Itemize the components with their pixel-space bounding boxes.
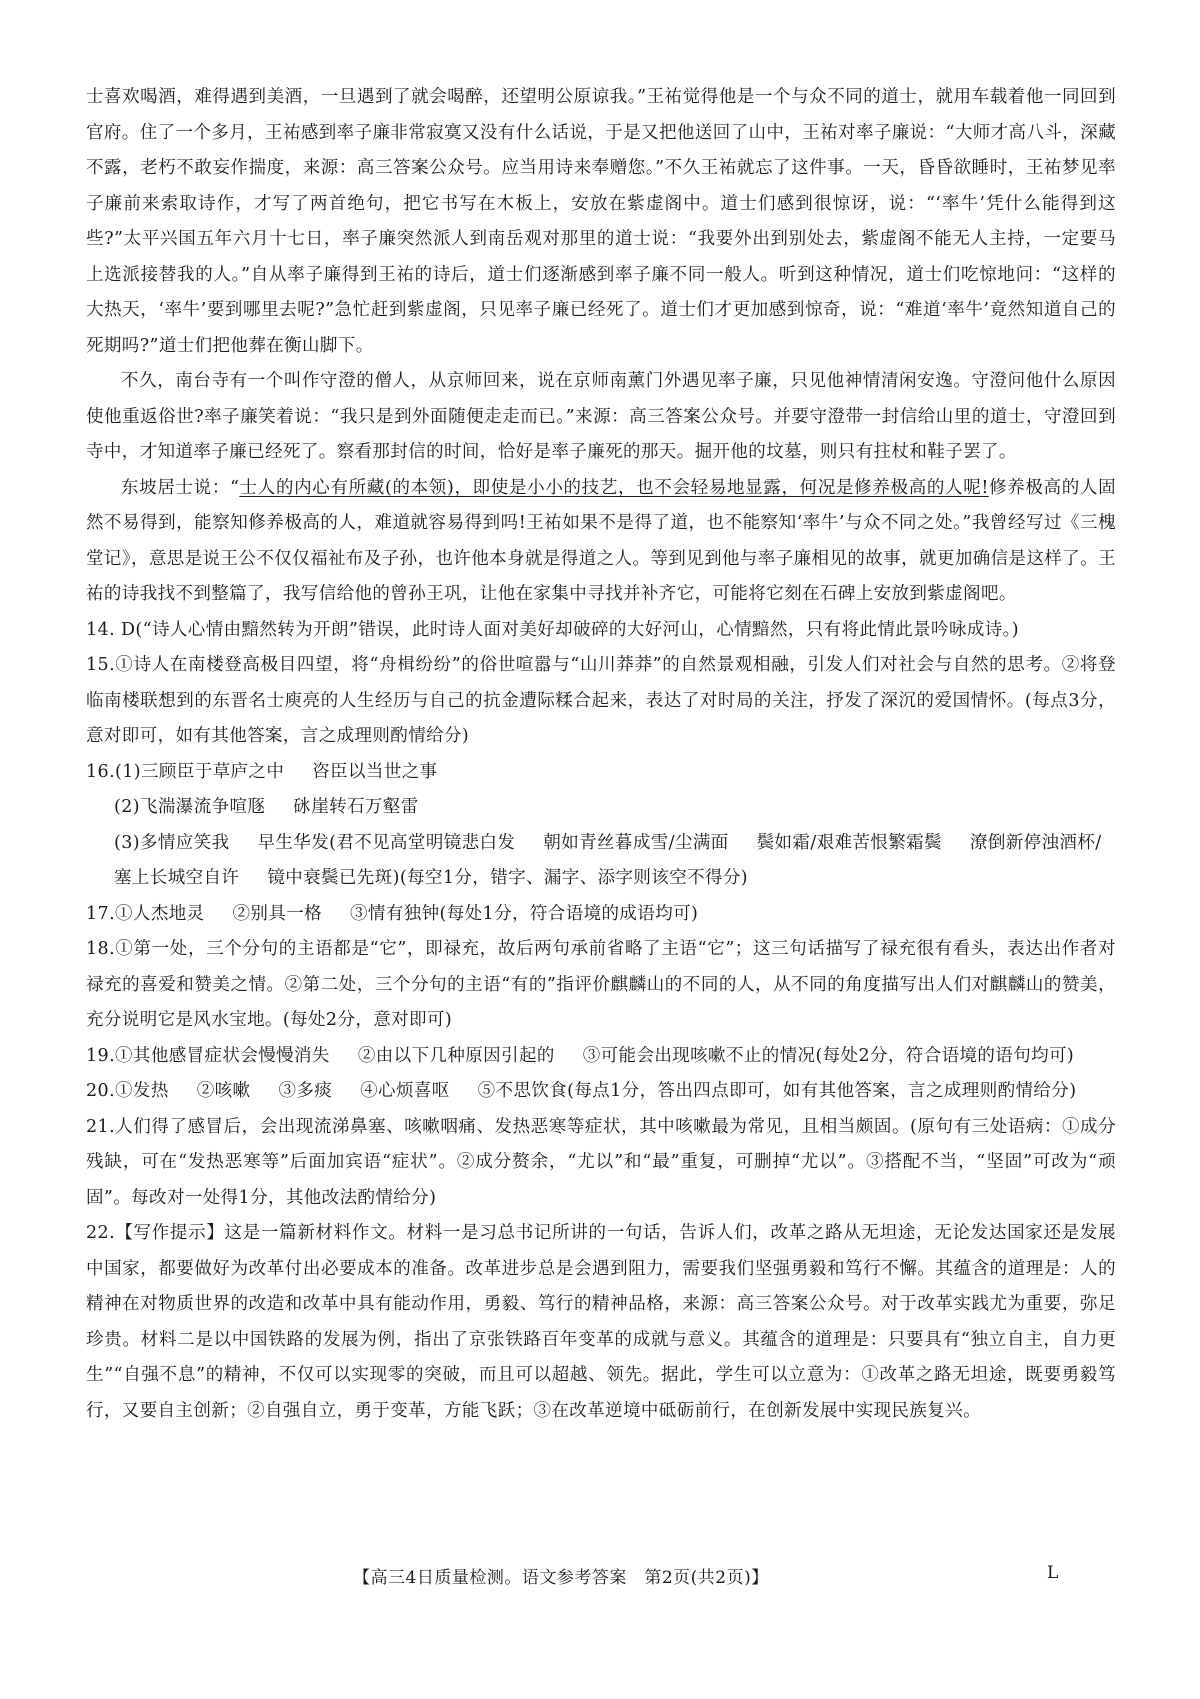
q19-item-3: ③可能会出现咳嗽不止的情况(每处2分，符合语境的语句均可) [582,1045,1075,1066]
q19-item-1: 19.①其他感冒症状会慢慢消失 [86,1045,330,1066]
answer-q18: 18.①第一处，三个分句的主语都是“它”，即禄充，故后两句承前省略了主语“它”；这三句话描写了禄充很有看头，表达出作者对禄充的喜爱和赞美之情。②第二处，三个分句的主语“有的”指评价麒麟山的不同的人，从不同的角度描写出人们对麒麟山的赞美，充分说明它是风水宝地。(每处2分，意对即可) [86,939,1116,1030]
q16-blank-3: (2)飞湍瀑流争喧豗 [114,797,266,817]
q17-item-2: ②别具一格 [232,903,323,924]
q17-item-3: ③情有独钟(每处1分，符合语境的成语均可) [350,903,699,924]
answer-q21: 21.人们得了感冒后，会出现流涕鼻塞、咳嗽咽痛、发热恶寒等症状，其中咳嗽最为常见，且相当颇固。(原句有三处语病：①成分残缺，可在“发热恶寒等”后面加宾语“症状”。②成分赘余，“尤以”和“最”重复，可删掉“尤以”。③搭配不当，“坚固”可改为“顽固”。每改对一处得1分，其他改法酌情给分) [86,1116,1116,1208]
q16-blank-2: 咨臣以当世之事 [312,761,438,782]
q17-item-1: 17.①人杰地灵 [86,903,205,924]
q16-blank-1: 16.(1)三顾臣于草庐之中 [86,761,285,782]
translation-paragraph-3 [86,471,1116,613]
answer-q15: 15.①诗人在南楼登高极目四望，将“舟楫纷纷”的俗世喧嚣与“山川莽莽”的自然景观相融，引发人们对社会与自然的思考。②将登临南楼联想到的东晋名士庾亮的人生经历与自己的抗金遭际糅合起来，表达了对时局的关注，抒发了深沉的爱国情怀。(每点3分，意对即可，如有其他答案，言之成理则酌情给分) [86,655,1116,746]
translation-paragraph-1: 士喜欢喝酒，难得遇到美酒，一旦遇到了就会喝醉，还望明公原谅我。”王祐觉得他是一个与众不同的道士，就用车载着他一同回到官府。住了一个多月，王祐感到率子廉非常寂寞又没有什么话说，于是又把他送回了山中，王祐对率子廉说：“大师才高八斗，深藏不露，老朽不敢妄作揣度，来源：高三答案公众号。应当用诗来奉赠您。”不久王祐就忘了这件事。一天，昏昏欲睡时，王祐梦见率子廉前来索取诗作，才写了两首绝句，把它书写在木板上，安放在紫虚阁中。道士们感到很惊讶，说：“‘率牛’凭什么能得到这些?”太平兴国五年六月十七日，率子廉突然派人到南岳观对那里的道士说：“我要外出到别处去，紫虚阁不能无人主持，一定要马上选派接替我的人。”自从率子廉得到王祐的诗后，道士们逐渐感到率子廉不同一般人。听到这种情况，道士们吃惊地问：“这样的大热天，‘率牛’要到哪里去呢?”急忙赶到紫虚阁，只见率子廉已经死了。道士们才更加感到惊奇，说：“难道‘率牛’竟然知道自己的死期吗?”道士们把他葬在衡山脚下。 [86,87,1116,356]
q19-item-2: ②由以下几种原因引起的 [357,1045,555,1066]
answer-q14: 14. D(“诗人心情由黯然转为开朗”错误，此时诗人面对美好却破碎的大好河山，心情黯然，只有将此情此景吟咏成诗。) [86,619,1020,640]
answer-q19 [86,1039,1116,1075]
translation-paragraph-2: 不久，南台寺有一个叫作守澄的僧人，从京师回来，说在京师南薰门外遇见率子廉，只见他神情清闲安逸。守澄问他什么原因使他重返俗世?率子廉笑着说：“我只是到外面随便走走而已。”来源：高三答案公众号。并要守澄带一封信给山里的道士，守澄回到寺中，才知道率子廉已经死了。察看那封信的时间，恰好是率子廉死的那天。掘开他的坟墓，则只有拄杖和鞋子罢了。 [86,371,1116,462]
q20-item-1: 20.①发热 [86,1081,169,1101]
answer-q16-line3 [86,826,1116,862]
q20-item-4: ④心烦喜呕 [360,1081,450,1101]
q16-blank-4: 砯崖转石万壑雷 [293,797,419,817]
q20-item-2: ②咳嗽 [196,1081,251,1101]
footer-title: 【高三4日质量检测。语文参考答案 第2页(共2页)】 [353,1568,769,1588]
answer-q16-line1 [86,755,1116,791]
q16-blank-10: 塞上长城空自许 [114,868,240,888]
page-footer [0,1563,1200,1593]
q16-blank-9: 潦倒新停浊酒杯/ [969,832,1102,853]
answer-q16-line4 [86,861,1116,897]
q16-blank-5: (3)多情应笑我 [114,832,230,853]
q16-blank-11: 镜中衰鬓已先斑)(每空1分，错字、漏字、添字则该空不得分) [267,868,749,888]
answer-q20 [86,1074,1116,1110]
underlined-sentence: 士人的内心有所藏(的本领)，即使是小小的技艺，也不会轻易地显露，何况是修养极高的人呢! [239,477,989,498]
answer-q22: 22.【写作提示】这是一篇新材料作文。材料一是习总书记所讲的一句话，告诉人们，改革之路从无坦途，无论发达国家还是发展中国家，都要做好为改革付出必要成本的准备。改革进步总是会遇到阻力，需要我们坚强勇毅和笃行不懈。其蕴含的道理是：人的精神在对物质世界的改造和改革中具有能动作用，勇毅、笃行的精神品格，来源：高三答案公众号。对于改革实践尤为重要，弥足珍贵。材料二是以中国铁路的发展为例，指出了京张铁路百年变革的成就与意义。其蕴含的道理是：只要具有“独立自主，自力更生”“自强不息”的精神，不仅可以实现零的突破，而且可以超越、领先。据此，学生可以立意为：①改革之路无坦途，既要勇毅笃行，又要自主创新；②自强自立，勇于变革，方能飞跃；③在改革逆境中砥砺前行，在创新发展中实现民族复兴。 [86,1223,1116,1421]
answer-body [86,80,1116,1429]
q20-item-5: ⑤不思饮食(每点1分，答出四点即可，如有其他答案，言之成理则酌情给分) [477,1081,1077,1101]
q16-blank-8: 鬓如霜/艰难苦恨繁霜鬓 [756,832,942,853]
q20-item-3: ③多痰 [278,1081,333,1101]
q16-blank-7: 朝如青丝暮成雪/尘满面 [543,832,729,853]
translation-p3-lead: 东坡居士说：“ [121,477,240,498]
footer-mark: L [1047,1563,1059,1583]
answer-q16-line2 [86,790,1116,826]
translation-p3-rest: 修养极高的人固然不易得到，能察知修养极高的人，难道就容易得到吗!王祐如果不是得了道，也不能察知‘率牛’与众不同之处。”我曾经写过《三槐堂记》，意思是说王公不仅仅福祉布及子孙，也许他本身就是得道之人。等到见到他与率子廉相见的故事，就更加确信是这样了。王祐的诗我找不到整篇了，我写信给他的曾孙王巩，让他在家集中寻找并补齐它，可能将它刻在石碑上安放到紫虚阁吧。 [86,477,1116,604]
q16-blank-6: 早生华发(君不见高堂明镜悲白发 [257,832,516,853]
answer-q17 [86,897,1116,933]
